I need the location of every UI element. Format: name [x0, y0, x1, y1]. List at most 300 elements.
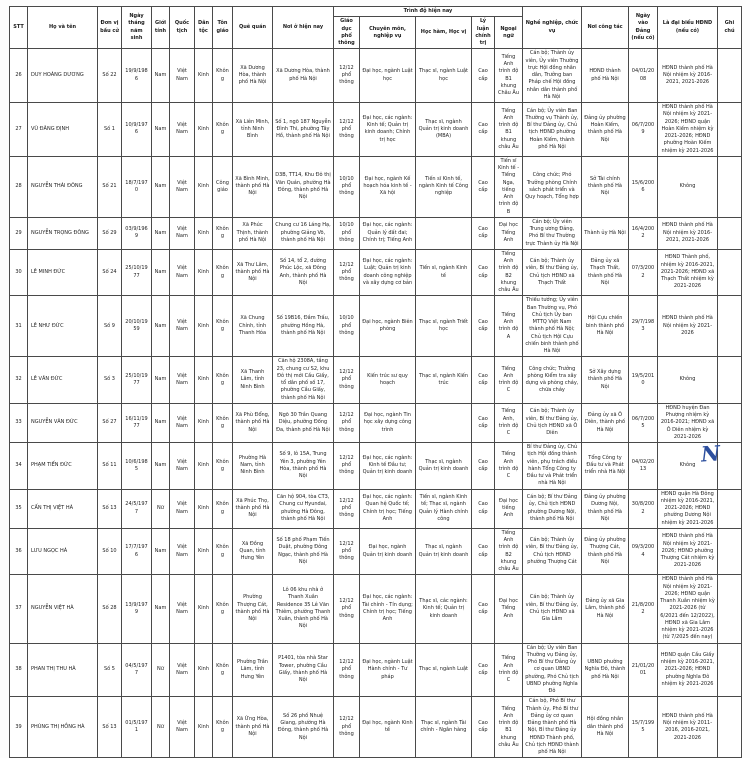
cell-noi-o: Số 9, lô 15A, Trung Yên 3, phường Yên Hòa, thành phố Hà Nội [273, 443, 334, 490]
cell-ngay-sinh: 13/9/1979 [122, 575, 152, 643]
cell-ngoai-ngu: Tiếng Anh trình độ B1 khung châu Âu [495, 103, 523, 157]
cell-nghe-nghiep: Bí thư Đảng ủy, Chủ tịch Hội đồng thành viên, phụ trách điều hành Tổng Công ty Đầu tư và Phát triển nhà Hà Nội [523, 443, 582, 490]
cell-chuyen-mon: Đại học, ngành Tin học xây dựng công trình [360, 403, 416, 442]
cell-ly-luan: Cao cấp [472, 249, 495, 296]
cell-ton-giao: Không [213, 697, 233, 758]
cell-dan-toc: Kinh [195, 403, 213, 442]
cell-stt: 28 [10, 156, 28, 217]
cell-nghe-nghiep: Cán bộ; Thành ủy viên, Bí thư Đảng ủy, Chủ tịch HĐND phường Thượng Cát [523, 528, 582, 575]
cell-don-vi: Số 13 [98, 489, 122, 528]
cell-ngoai-ngu: Tiếng Anh trình độ B1 khung châu Âu [495, 697, 523, 758]
cell-noi-o: Ngõ 30 Trần Quang Diệu, phường Đống Đa, thành phố Hà Nội [273, 403, 334, 442]
cell-dan-toc: Kinh [195, 249, 213, 296]
cell-stt: 32 [10, 357, 28, 404]
cell-don-vi: Số 24 [98, 249, 122, 296]
cell-gioi-tinh: Nam [152, 249, 170, 296]
cell-hoc-ham: Tiến sĩ Kinh tế, ngành Kinh tế Công nghiệp [416, 156, 472, 217]
cell-gdpt: 12/12 phổ thông [334, 443, 360, 490]
cell-quoc-tich: Việt Nam [170, 643, 195, 697]
cell-chuyen-mon: Kiến trúc sư quy hoạch [360, 357, 416, 404]
col-header-que-quan: Quê quán [233, 7, 273, 49]
cell-don-vi: Số 13 [98, 697, 122, 758]
cell-ton-giao: Không [213, 443, 233, 490]
cell-don-vi: Số 11 [98, 443, 122, 490]
cell-que-quan: Phường Trần Lãm, tỉnh Hưng Yên [233, 643, 273, 697]
cell-ngoai-ngu: Tiếng Anh trình độ B2 khung châu Âu [495, 249, 523, 296]
cell-hoc-ham: Thạc sĩ, ngành Quản trị kinh doanh (MBA) [416, 103, 472, 157]
cell-que-quan: Xã Phúc Thịnh, thành phố Hà Nội [233, 217, 273, 249]
cell-dai-bieu: HĐND thành phố Hà Nội nhiệm kỳ 2016-2021, 2021-2026 [658, 217, 718, 249]
cell-ly-luan: Cao cấp [472, 403, 495, 442]
cell-ngay-vao-dang: 16/4/2002 [629, 217, 658, 249]
cell-chuyen-mon: Đại học, các ngành: Quản lý đất đai; Chính trị; Tiếng Anh [360, 217, 416, 249]
cell-ngoai-ngu: Đại học Tiếng Anh [495, 575, 523, 643]
cell-ton-giao: Không [213, 489, 233, 528]
cell-ly-luan: Cao cấp [472, 528, 495, 575]
cell-dan-toc: Kinh [195, 443, 213, 490]
cell-nghe-nghiep: Cán bộ; Ủy viên Ban Thường vụ Thành ủy, Bí thư Đảng ủy, Chủ tịch HĐND phường Hoàn Kiếm, thành phố Hà Nội [523, 103, 582, 157]
cell-ly-luan: Cao cấp [472, 156, 495, 217]
col-header-nghe-nghiep: Nghề nghiệp, chức vụ [523, 7, 582, 49]
cell-quoc-tich: Việt Nam [170, 249, 195, 296]
cell-ngay-vao-dang: 29/7/1983 [629, 296, 658, 357]
cell-ton-giao: Không [213, 528, 233, 575]
cell-gdpt: 12/12 phổ thông [334, 643, 360, 697]
cell-quoc-tich: Việt Nam [170, 575, 195, 643]
cell-nghe-nghiep: Cán bộ; Ủy viên Ban Thường vụ Đảng ủy, Phó Bí thư Đảng ủy cơ quan UBND phường, Phó Chủ tịch UBND phường Nghĩa Đô [523, 643, 582, 697]
cell-quoc-tich: Việt Nam [170, 403, 195, 442]
cell-chuyen-mon: Đại học, các ngành: Tài chính - Tín dụng; Chính trị học; Tiếng Anh [360, 575, 416, 643]
cell-name: LÊ NHƯ ĐỨC [28, 296, 98, 357]
cell-quoc-tich: Việt Nam [170, 217, 195, 249]
table-row [10, 697, 742, 758]
cell-que-quan: Phường Hà Nam, tỉnh Ninh Bình [233, 443, 273, 490]
cell-noi-cong-tac: Thành ủy Hà Nội [582, 217, 629, 249]
cell-gioi-tinh: Nam [152, 103, 170, 157]
table-row [10, 217, 742, 249]
cell-don-vi: Số 10 [98, 528, 122, 575]
cell-quoc-tich: Việt Nam [170, 443, 195, 490]
cell-dai-bieu: HĐND quận Hà Đông nhiệm kỳ 2016-2021, 2021-2026; HĐND phường Dương Nội nhiệm kỳ 2021-2026 [658, 489, 718, 528]
cell-dai-bieu: Không [658, 357, 718, 404]
cell-don-vi: Số 9 [98, 296, 122, 357]
cell-don-vi: Số 27 [98, 403, 122, 442]
cell-noi-cong-tac: Đảng ủy phường Dương Nội, thành phố Hà Nội [582, 489, 629, 528]
cell-chuyen-mon: Đại học, ngành Quản trị kinh doanh [360, 528, 416, 575]
cell-ngoai-ngu: Đại học tiếng Anh [495, 489, 523, 528]
cell-dan-toc: Kinh [195, 489, 213, 528]
cell-ngay-vao-dang: 21/01/2001 [629, 643, 658, 697]
cell-ngay-vao-dang: 15/7/1995 [629, 697, 658, 758]
cell-ngay-vao-dang: 19/5/2010 [629, 357, 658, 404]
cell-ton-giao: Không [213, 296, 233, 357]
cell-dai-bieu: HĐND Thành phố, nhiệm kỳ 2016-2021, 2021-2026; HĐND xã Thạch Thất nhiệm kỳ 2021-2026 [658, 249, 718, 296]
cell-name: VŨ ĐĂNG ĐỊNH [28, 103, 98, 157]
cell-ton-giao: Không [213, 103, 233, 157]
col-header-noi-cong-tac: Nơi công tác [582, 7, 629, 49]
cell-noi-o: Xã Dương Hòa, thành phố Hà Nội [273, 49, 334, 103]
cell-gioi-tinh: Nam [152, 443, 170, 490]
cell-ton-giao: Không [213, 643, 233, 697]
col-header-ngay-sinh: Ngày tháng năm sinh [122, 7, 152, 49]
cell-stt: 34 [10, 443, 28, 490]
cell-ngay-sinh: 10/9/1976 [122, 103, 152, 157]
cell-noi-o: Số 1, ngõ 187 Nguyễn Đình Thi, phường Tây Hồ, thành phố Hà Nội [273, 103, 334, 157]
cell-noi-cong-tac: Đảng ủy phường Thượng Cát, thành phố Hà Nội [582, 528, 629, 575]
cell-noi-cong-tac: Sở Xây dựng thành phố Hà Nội [582, 357, 629, 404]
cell-noi-cong-tac: Tổng Công ty Đầu tư và Phát triển nhà Hà Nội [582, 443, 629, 490]
cell-quoc-tich: Việt Nam [170, 357, 195, 404]
cell-noi-cong-tac: HĐND thành phố Hà Nội [582, 49, 629, 103]
cell-name: DUY HOÀNG DƯƠNG [28, 49, 98, 103]
cell-gioi-tinh: Nam [152, 296, 170, 357]
cell-ghi-chu [718, 103, 742, 157]
table-row [10, 103, 742, 157]
cell-dan-toc: Kinh [195, 697, 213, 758]
cell-gdpt: 12/12 phổ thông [334, 249, 360, 296]
cell-name: PHẠM TIẾN ĐỨC [28, 443, 98, 490]
cell-ly-luan: Cao cấp [472, 697, 495, 758]
cell-name: NGUYỄN THÁI ĐÔNG [28, 156, 98, 217]
cell-ngay-sinh: 01/5/1971 [122, 697, 152, 758]
cell-ngay-sinh: 03/9/1969 [122, 217, 152, 249]
cell-ghi-chu [718, 156, 742, 217]
cell-gioi-tinh: Nam [152, 217, 170, 249]
cell-ton-giao: Công giáo [213, 156, 233, 217]
cell-stt: 29 [10, 217, 28, 249]
cell-noi-cong-tac: Đảng ủy xã Ô Diên, thành phố Hà Nội [582, 403, 629, 442]
cell-name: NGUYỄN VĂN ĐỨC [28, 403, 98, 442]
cell-gioi-tinh: Nam [152, 528, 170, 575]
cell-ly-luan: Cao cấp [472, 489, 495, 528]
table-row [10, 575, 742, 643]
col-header-ton-giao: Tôn giáo [213, 7, 233, 49]
cell-dai-bieu: HĐND quận Cầu Giấy nhiệm kỳ 2016-2021, 2021-2026; HĐND phường Nghĩa Đô nhiệm kỳ 2021-2026 [658, 643, 718, 697]
col-header-ngay-vao-dang: Ngày vào Đảng (nếu có) [629, 7, 658, 49]
cell-name: LƯU NGỌC HÀ [28, 528, 98, 575]
cell-ngoai-ngu: Tiếng Anh trình độ C [495, 643, 523, 697]
cell-gdpt: 12/12 phổ thông [334, 575, 360, 643]
cell-gdpt: 10/10 phổ thông [334, 156, 360, 217]
cell-dai-bieu: HĐND huyện Đan Phượng nhiệm kỳ 2016-2021; HĐND xã Ô Diên nhiệm kỳ 2021-2026 [658, 403, 718, 442]
col-header-hoc-ham: Học hàm, Học vị [416, 17, 472, 49]
cell-ngay-vao-dang: 06/7/2009 [629, 103, 658, 157]
cell-stt: 33 [10, 403, 28, 442]
table-row [10, 643, 742, 697]
cell-gioi-tinh: Nữ [152, 643, 170, 697]
cell-noi-o: Chung cư 16 Láng Hạ, phường Giảng Võ, thành phố Hà Nội [273, 217, 334, 249]
col-header-gdpt: Giáo dục phổ thông [334, 17, 360, 49]
cell-ly-luan: Cao cấp [472, 357, 495, 404]
cell-gioi-tinh: Nam [152, 575, 170, 643]
cell-chuyen-mon: Đại học, các ngành: Kinh tế Đầu tư; Quản trị kinh doanh [360, 443, 416, 490]
cell-stt: 37 [10, 575, 28, 643]
table-body [10, 49, 742, 758]
cell-dai-bieu: HĐND thành phố Hà Nội nhiệm kỳ 2021-2026; HĐND phường Thượng Cát nhiệm kỳ 2021-2026 [658, 528, 718, 575]
col-header-dai-bieu: Là đại biểu HĐND (nếu có) [658, 7, 718, 49]
cell-noi-o: Căn hộ 2308A, tầng 23, chung cư S2, khu Đô thị mới Cầu Giấy, tổ dân phố số 17, phường Cầu Giấy, thành phố Hà Nội [273, 357, 334, 404]
cell-que-quan: Xã Phúc Thọ, thành phố Hà Nội [233, 489, 273, 528]
cell-quoc-tich: Việt Nam [170, 528, 195, 575]
cell-don-vi: Số 5 [98, 643, 122, 697]
cell-stt: 38 [10, 643, 28, 697]
cell-chuyen-mon: Đại học, ngành Kinh tế [360, 697, 416, 758]
cell-ngay-vao-dang: 04/01/2008 [629, 49, 658, 103]
cell-noi-o: Số 14, tổ 2, đường Phúc Lộc, xã Đông Anh, thành phố Hà Nội [273, 249, 334, 296]
cell-gdpt: 12/12 phổ thông [334, 403, 360, 442]
cell-gioi-tinh: Nam [152, 156, 170, 217]
cell-gdpt: 12/12 phổ thông [334, 103, 360, 157]
cell-noi-cong-tac: Hội Cựu chiến binh thành phố Hà Nội [582, 296, 629, 357]
cell-stt: 39 [10, 697, 28, 758]
cell-ngay-vao-dang: 09/3/2004 [629, 528, 658, 575]
cell-ngay-sinh: 10/6/1985 [122, 443, 152, 490]
cell-name: NGUYỄN VIỆT HÀ [28, 575, 98, 643]
cell-quoc-tich: Việt Nam [170, 156, 195, 217]
cell-que-quan: Xã Dương Hòa, thành phố Hà Nội [233, 49, 273, 103]
table-row [10, 296, 742, 357]
cell-ngoai-ngu: Tiến sĩ Kinh tế - Tiếng Nga, tiếng Anh trình độ B [495, 156, 523, 217]
col-header-dan-toc: Dân tộc [195, 7, 213, 49]
cell-ly-luan: Cao cấp [472, 296, 495, 357]
cell-quoc-tich: Việt Nam [170, 103, 195, 157]
cell-name: PHAN THỊ THU HÀ [28, 643, 98, 697]
cell-ngay-vao-dang: 30/8/2002 [629, 489, 658, 528]
cell-dai-bieu: HĐND thành phố Hà Nội nhiệm kỳ 2021-2026; HĐND quận Hoàn Kiếm nhiệm kỳ 2021-2026; HĐND phường Hoàn Kiếm nhiệm kỳ 2021-2026 [658, 103, 718, 157]
cell-ngoai-ngu: Tiếng Anh trình độ C [495, 357, 523, 404]
cell-stt: 35 [10, 489, 28, 528]
cell-noi-o: Số 26 phố Nhuệ Giang, phường Hà Đông, thành phố Hà Nội [273, 697, 334, 758]
cell-dan-toc: Kinh [195, 643, 213, 697]
cell-que-quan: Xã Ứng Hòa, thành phố Hà Nội [233, 697, 273, 758]
cell-gdpt: 10/10 phổ thông [334, 296, 360, 357]
cell-ly-luan: Cao cấp [472, 443, 495, 490]
cell-chuyen-mon: Đại học, các ngành: Quan hệ Quốc tế; Chính trị học; Tiếng Anh [360, 489, 416, 528]
cell-chuyen-mon: Đại học, các ngành: Luật; Quản trị kinh doanh công nghiệp và xây dựng cơ bản [360, 249, 416, 296]
cell-ngay-vao-dang: 07/3/2002 [629, 249, 658, 296]
cell-gioi-tinh: Nam [152, 357, 170, 404]
cell-ngay-sinh: 19/9/1986 [122, 49, 152, 103]
cell-ghi-chu [718, 489, 742, 528]
cell-ghi-chu [718, 357, 742, 404]
cell-que-quan: Xã Liên Minh, tỉnh Ninh Bình [233, 103, 273, 157]
table-row [10, 49, 742, 103]
cell-que-quan: Xã Phù Đổng, thành phố Hà Nội [233, 403, 273, 442]
cell-nghe-nghiep: Công chức; Phó Trưởng phòng Chính sách phát triển và Quy hoạch, Tổng hợp [523, 156, 582, 217]
cell-stt: 30 [10, 249, 28, 296]
cell-que-quan: Phường Thượng Cát, thành phố Hà Nội [233, 575, 273, 643]
cell-ghi-chu [718, 403, 742, 442]
cell-chuyen-mon: Đại học, ngành Kế hoạch hóa kinh tế - Xã hội [360, 156, 416, 217]
cell-que-quan: Xã Chung Chính, tỉnh Thanh Hóa [233, 296, 273, 357]
cell-dan-toc: Kinh [195, 217, 213, 249]
cell-ngay-sinh: 25/10/1977 [122, 357, 152, 404]
cell-nghe-nghiep: Cán bộ; Thành ủy viên, Ủy viên Thường trực Hội đồng nhân dân, Trưởng ban Pháp chế Hội đồng nhân dân thành phố Hà Nội [523, 49, 582, 103]
cell-ngay-sinh: 24/5/1977 [122, 489, 152, 528]
cell-ton-giao: Không [213, 217, 233, 249]
table-row [10, 489, 742, 528]
cell-don-vi: Số 21 [98, 156, 122, 217]
cell-stt: 27 [10, 103, 28, 157]
cell-ton-giao: Không [213, 49, 233, 103]
cell-noi-o: Số 18 phố Phạm Tiến Duật, phường Đông Ngạc, thành phố Hà Nội [273, 528, 334, 575]
cell-nghe-nghiep: Cán bộ, Phó Bí thư Thành ủy, Phó Bí thư Đảng ủy cơ quan Đảng thành phố Hà Nội, Bí thư Đảng ủy HĐND Thành phố, Chủ tịch HĐND thành phố Hà Nội [523, 697, 582, 758]
col-header-quoc-tich: Quốc tịch [170, 7, 195, 49]
cell-name: CẤN THỊ VIỆT HÀ [28, 489, 98, 528]
col-header-stt: STT [10, 7, 28, 49]
table-row [10, 403, 742, 442]
col-header-chuyen-mon: Chuyên môn, nghiệp vụ [360, 17, 416, 49]
cell-gioi-tinh: Nữ [152, 489, 170, 528]
cell-ton-giao: Không [213, 249, 233, 296]
cell-gdpt: 12/12 phổ thông [334, 697, 360, 758]
table-row [10, 249, 742, 296]
cell-don-vi: Số 3 [98, 357, 122, 404]
cell-don-vi: Số 22 [98, 49, 122, 103]
col-header-noi-o: Nơi ở hiện nay [273, 7, 334, 49]
cell-ly-luan: Cao cấp [472, 643, 495, 697]
col-header-ghi-chu: Ghi chú [718, 7, 742, 49]
cell-ly-luan: Cao cấp [472, 103, 495, 157]
cell-gdpt: 12/12 phổ thông [334, 357, 360, 404]
table-row [10, 528, 742, 575]
cell-quoc-tich: Việt Nam [170, 489, 195, 528]
cell-ngoai-ngu: Tiếng Anh trình độ A [495, 296, 523, 357]
cell-ngay-sinh: 20/10/1959 [122, 296, 152, 357]
cell-ngay-sinh: 04/5/1977 [122, 643, 152, 697]
cell-ngoai-ngu: Đại học Tiếng Anh [495, 217, 523, 249]
cell-dan-toc: Kinh [195, 156, 213, 217]
cell-ton-giao: Không [213, 575, 233, 643]
cell-don-vi: Số 29 [98, 217, 122, 249]
signature-mark: N [699, 440, 721, 467]
cell-ngay-vao-dang: 15/6/2006 [629, 156, 658, 217]
cell-dai-bieu: HĐND thành phố Hà Nội nhiệm kỳ 2021-2026; HĐND quận Thanh Xuân nhiệm kỳ 2021-2026 (từ 6/2021 đến 12/2022), HĐND xã Gia Lâm nhiệm kỳ 2021-2026 (từ 7/2025 đến nay) [658, 575, 718, 643]
cell-ghi-chu [718, 217, 742, 249]
cell-que-quan: Xã Đồng Quan, tỉnh Hưng Yên [233, 528, 273, 575]
cell-ghi-chu [718, 249, 742, 296]
cell-ton-giao: Không [213, 357, 233, 404]
cell-dan-toc: Kinh [195, 103, 213, 157]
cell-stt: 36 [10, 528, 28, 575]
delegates-table [9, 6, 742, 758]
cell-ngay-sinh: 16/11/1977 [122, 403, 152, 442]
cell-name: LÊ VĂN ĐỨC [28, 357, 98, 404]
cell-ghi-chu [718, 575, 742, 643]
cell-gdpt: 12/12 phổ thông [334, 489, 360, 528]
cell-ton-giao: Không [213, 403, 233, 442]
cell-name: NGUYỄN TRỌNG ĐÔNG [28, 217, 98, 249]
cell-quoc-tich: Việt Nam [170, 296, 195, 357]
cell-stt: 26 [10, 49, 28, 103]
cell-gdpt: 12/12 phổ thông [334, 49, 360, 103]
cell-don-vi: Số 1 [98, 103, 122, 157]
cell-que-quan: Xã Thanh Lâm, tỉnh Ninh Bình [233, 357, 273, 404]
col-header-don-vi: Đơn vị bầu cử [98, 7, 122, 49]
cell-ghi-chu [718, 697, 742, 758]
cell-dai-bieu: HĐND thành phố Hà Nội nhiệm kỳ 2011-2016, 2016-2021, 2021-2026 [658, 697, 718, 758]
cell-noi-cong-tac: Sở Tài chính thành phố Hà Nội [582, 156, 629, 217]
cell-nghe-nghiep: Công chức; Trưởng phòng Kiểm tra xây dựng và phòng cháy, chữa cháy [523, 357, 582, 404]
cell-que-quan: Xã Thư Lâm, thành phố Hà Nội [233, 249, 273, 296]
col-header-trinh-do-group: Trình độ hiện nay [334, 7, 523, 17]
table-header [10, 7, 742, 49]
cell-noi-o: P1401, tòa nhà Star Tower, phường Cầu Giấy, thành phố Hà Nội [273, 643, 334, 697]
cell-gioi-tinh: Nam [152, 403, 170, 442]
cell-dai-bieu: HĐND thành phố Hà Nội nhiệm kỳ 2016-2021, 2021-2026 [658, 49, 718, 103]
cell-gdpt: 10/10 phổ thông [334, 217, 360, 249]
cell-hoc-ham: Tiến sĩ, ngành Kinh tế [416, 249, 472, 296]
cell-hoc-ham: Thạc sĩ, ngành Quản trị kinh doanh [416, 443, 472, 490]
cell-chuyen-mon: Đại học, các ngành: Kinh tế; Quản trị kinh doanh; Chính trị học [360, 103, 416, 157]
cell-gioi-tinh: Nữ [152, 697, 170, 758]
cell-ngoai-ngu: Tiếng Anh, trình độ C [495, 403, 523, 442]
cell-chuyen-mon: Đại học, ngành Biên phòng [360, 296, 416, 357]
cell-nghe-nghiep: Cán bộ; Bí thư Đảng ủy, Chủ tịch HĐND phường Dương Nội, thành phố Hà Nội [523, 489, 582, 528]
cell-dan-toc: Kinh [195, 296, 213, 357]
cell-hoc-ham: Thạc sĩ, ngành Luật [416, 643, 472, 697]
cell-gioi-tinh: Nam [152, 49, 170, 103]
cell-ngay-vao-dang: 21/8/2002 [629, 575, 658, 643]
cell-ly-luan: Cao cấp [472, 49, 495, 103]
cell-dan-toc: Kinh [195, 357, 213, 404]
table-row [10, 156, 742, 217]
cell-noi-cong-tac: UBND phường Nghĩa Đô, thành phố Hà Nội [582, 643, 629, 697]
cell-ngay-sinh: 25/10/1977 [122, 249, 152, 296]
col-header-gioi-tinh: Giới tính [152, 7, 170, 49]
cell-nghe-nghiep: Cán bộ; Ủy viên Trung ương Đảng, Phó Bí thư Thường trực Thành ủy Hà Nội [523, 217, 582, 249]
cell-noi-cong-tac: Hội đồng nhân dân thành phố Hà Nội [582, 697, 629, 758]
cell-noi-o: Lô 06 khu nhà ở Thanh Xuân Residence 35 Lê Văn Thiêm, phường Thanh Xuân, thành phố Hà Nội [273, 575, 334, 643]
cell-name: PHÙNG THỊ HỒNG HÀ [28, 697, 98, 758]
cell-chuyen-mon: Đại học, ngành Luật Hành chính - Tư pháp [360, 643, 416, 697]
cell-ngoai-ngu: Tiếng Anh trình độ B2 khung châu Âu [495, 528, 523, 575]
cell-name: LÊ MINH ĐỨC [28, 249, 98, 296]
col-header-ly-luan: Lý luận chính trị [472, 17, 495, 49]
cell-dan-toc: Kinh [195, 575, 213, 643]
cell-ngoai-ngu: Tiếng Anh trình độ B1 khung Châu Âu [495, 49, 523, 103]
table-row [10, 443, 742, 490]
cell-hoc-ham: Thạc sĩ, ngành Luật học [416, 49, 472, 103]
cell-que-quan: Xã Bình Minh, thành phố Hà Nội [233, 156, 273, 217]
cell-quoc-tich: Việt Nam [170, 697, 195, 758]
cell-hoc-ham: Thạc sĩ, ngành Kiến trúc [416, 357, 472, 404]
cell-ghi-chu [718, 49, 742, 103]
cell-ly-luan: Cao cấp [472, 217, 495, 249]
cell-dai-bieu: HĐND thành phố Hà Nội nhiệm kỳ 2021-2026 [658, 296, 718, 357]
cell-ngay-sinh: 18/7/1970 [122, 156, 152, 217]
cell-ghi-chu [718, 528, 742, 575]
cell-ghi-chu [718, 443, 742, 490]
table-row [10, 357, 742, 404]
cell-chuyen-mon: Đại học, ngành Luật học [360, 49, 416, 103]
cell-dan-toc: Kinh [195, 49, 213, 103]
cell-noi-o: Căn hộ 904, tòa CT3, Chung cư Hyundai, phường Hà Đông, thành phố Hà Nội [273, 489, 334, 528]
cell-nghe-nghiep: Thiếu tướng; Ủy viên Ban Thường vụ, Phó Chủ tịch Ủy ban MTTQ Việt Nam thành phố Hà Nội; Chủ tịch Hội Cựu chiến binh thành phố Hà Nội [523, 296, 582, 357]
cell-ly-luan: Cao cấp [472, 575, 495, 643]
cell-ngay-vao-dang: 04/02/2013 [629, 443, 658, 490]
cell-hoc-ham [416, 403, 472, 442]
cell-nghe-nghiep: Cán bộ; Thành ủy viên, Bí thư Đảng ủy, Chủ tịch HĐND xã Ô Diên [523, 403, 582, 442]
cell-hoc-ham: Thạc sĩ, ngành Tài chính - Ngân hàng [416, 697, 472, 758]
cell-nghe-nghiep: Cán bộ; Thành ủy viên, Bí thư Đảng ủy, Chủ tịch HĐND xã Gia Lâm [523, 575, 582, 643]
cell-ngoai-ngu: Tiếng Anh trình độ C [495, 443, 523, 490]
cell-hoc-ham: Thạc sĩ, ngành Quản trị kinh doanh [416, 528, 472, 575]
cell-hoc-ham: Thạc sĩ, các ngành: Kinh tế; Quản trị kinh doanh [416, 575, 472, 643]
cell-don-vi: Số 28 [98, 575, 122, 643]
cell-dai-bieu: Không [658, 443, 718, 490]
cell-dan-toc: Kinh [195, 528, 213, 575]
